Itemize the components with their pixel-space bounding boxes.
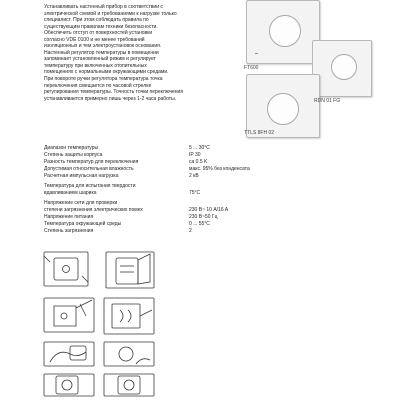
thermostat-device-top — [246, 0, 320, 64]
spec-label: Температура окружающей среды — [44, 221, 122, 227]
spec-label: вдавливанием шарика — [44, 190, 97, 196]
intro-line: запоминает установленный режим и регулирует — [44, 56, 156, 63]
spec-value: IP 30 — [189, 152, 201, 158]
intro-line: существующим правилам техники безопасности. — [44, 23, 158, 30]
spec-row — [44, 159, 344, 166]
intro-line: переключения смещается по часовой стрелке — [44, 82, 152, 89]
spec-label: Разность температур для переключения — [44, 159, 139, 165]
device-label-bottom: TTLS 8FH 02 — [244, 130, 275, 136]
spec-row — [44, 173, 344, 180]
intro-line: помещениях с нормальными окружающими средами. — [44, 69, 169, 76]
intro-text — [44, 4, 236, 102]
spec-label: Расчетная импульсная нагрузка — [44, 173, 119, 179]
intro-line: температуру при включенных отопительных — [44, 62, 147, 69]
spec-label: Степень защиты корпуса — [44, 152, 103, 158]
intro-line: электрической схемой и требованиями к нагрузке только — [44, 10, 177, 17]
intro-line: Устанавливать настенный прибор в соответствии с — [44, 4, 163, 10]
spec-row — [44, 221, 344, 228]
spec-row — [44, 214, 344, 221]
spec-value: 5 ... 30°C — [189, 145, 210, 151]
intro-line: При повороте ручки регулятора температура точка — [44, 76, 163, 83]
spec-row — [44, 190, 344, 197]
intro-line: Настенный регулятор температуры в помещении — [44, 49, 159, 56]
spec-value: 75°C — [189, 190, 201, 196]
dial-knob — [269, 15, 301, 47]
spec-value: 2 кВ — [189, 173, 199, 179]
intro-line: устанавливается примерно лишь через 1-2 часа работы. — [44, 95, 177, 102]
spec-value: 2 — [189, 228, 192, 234]
spec-row — [44, 166, 344, 173]
spec-label: Диапазон температуры — [44, 145, 99, 151]
spec-row — [44, 145, 344, 152]
spec-row — [44, 183, 344, 190]
spec-label: Допустимая относительная влажность — [44, 166, 134, 172]
device-label-top: FT600 — [244, 65, 259, 71]
spec-label: Напряжение сети для проверки — [44, 200, 118, 206]
device-label-middle: RDN 01 FG — [314, 98, 341, 104]
wall-mount-installation-icon — [40, 246, 162, 398]
spec-label: степени загрязнения электрических помех — [44, 207, 143, 213]
brand-mark: ▬ — [255, 51, 258, 55]
dial-knob — [267, 93, 299, 125]
spec-value: 230 В~ 10 A/16 A — [189, 207, 229, 213]
thermostat-device-right — [312, 40, 372, 97]
intro-line: согласно VDE 0100 и не менее требований — [44, 36, 145, 43]
spec-row — [44, 207, 344, 214]
intro-line: изоляционных и тем электроустановок основания. — [44, 43, 162, 50]
spec-label: Степень загрязнения — [44, 228, 94, 234]
spec-row — [44, 152, 344, 159]
spec-value: 230 В~50 Гц — [189, 214, 218, 220]
spec-value: макс. 95% без конденсата — [189, 166, 250, 172]
spec-label: Температура для испытания твердости — [44, 183, 136, 189]
spec-label: Напряжение питания — [44, 214, 94, 220]
thermostat-device-middle — [246, 74, 320, 138]
spec-row — [44, 228, 344, 235]
spec-row — [44, 200, 344, 207]
intro-line: специалист. При этом соблюдать правила по — [44, 17, 149, 24]
intro-line: Обеспечить отступ от поверхностей установки — [44, 30, 153, 37]
spec-value: 0 ... 55°C — [189, 221, 210, 227]
dial-knob — [331, 54, 357, 80]
intro-line: регулирования температуры. Точность точки переключения — [44, 89, 184, 96]
spec-value: ca 0.5 K — [189, 159, 208, 165]
